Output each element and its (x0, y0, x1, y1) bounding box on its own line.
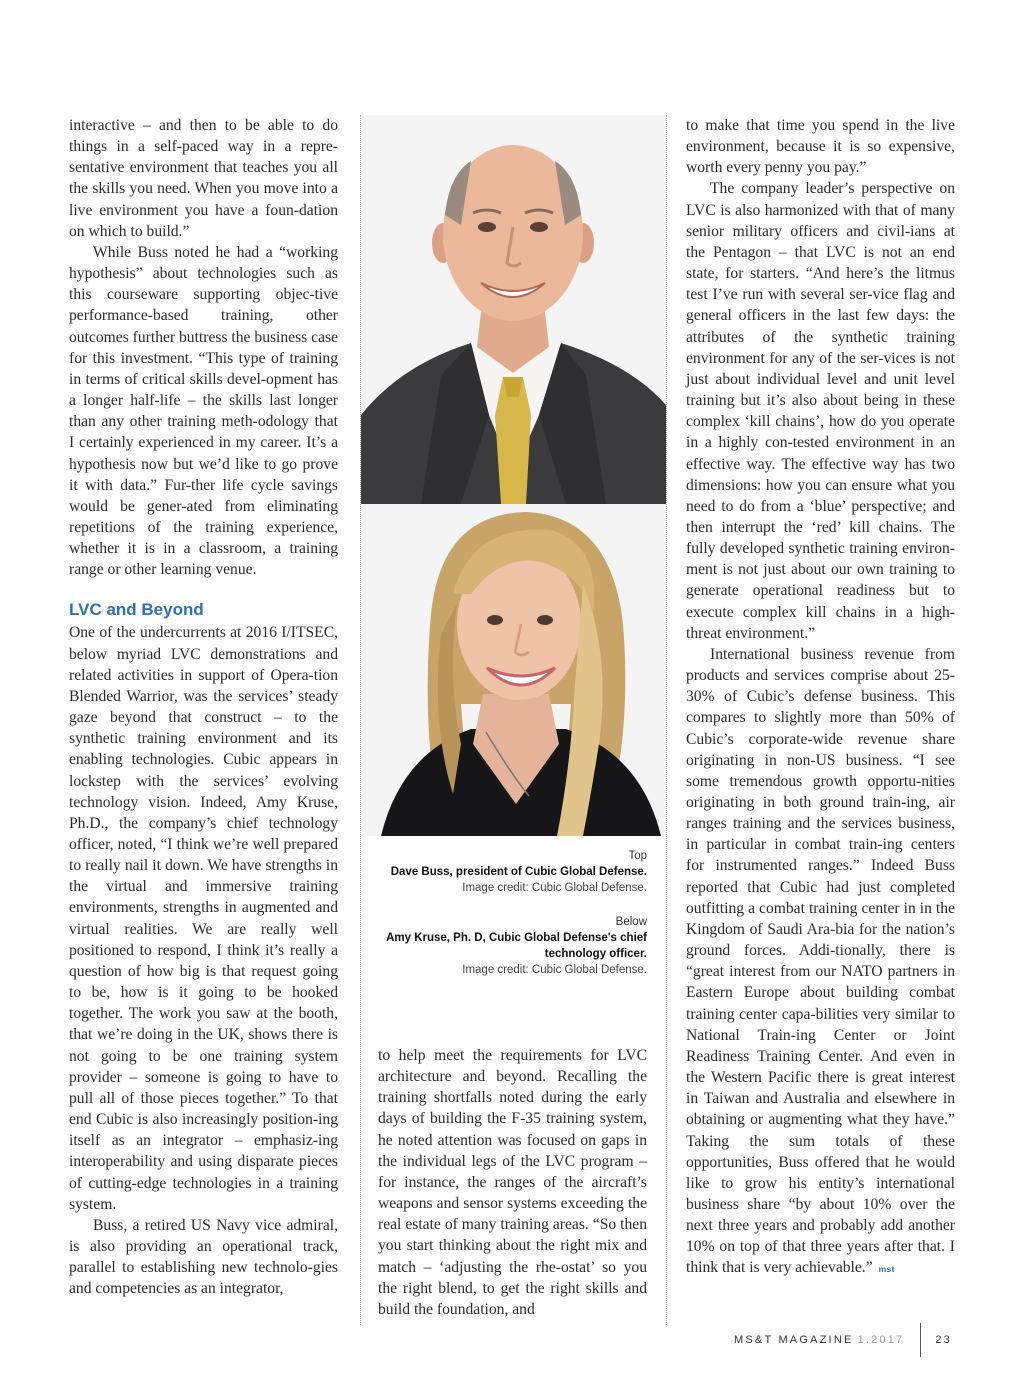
caption-credit-below: Image credit: Cubic Global Defense. (462, 964, 647, 976)
paragraph: The company leader’s perspective on LVC is also harmonized with that of many senior military officers and civil-ians at the Pentagon – that LVC is not an end state, for starters. “And here’s the litmus test I’ve run with several ser-vice flag and general officers in the last few days: the attributes of the synthetic training environment for any of the ser-vices is not just about individual level and unit level training but it’s also about being in these complex ‘kill chains’, how do you operate in a highly con-tested environment in an effective way. The effective way has two dimensions: how you can ensure what you need to do from a ‘blue’ perspective; and then interrupt the ‘red’ kill chains. The fully developed synthetic training environ-ment is not just about our own training to generate operational readiness but to execute complex kill chains in a high-threat environment.” (686, 180, 955, 642)
right-column (686, 115, 955, 1281)
photo-amy-kruse (361, 504, 666, 836)
magazine-name: MS&T MAGAZINE (734, 1334, 854, 1346)
paragraph (686, 644, 955, 1281)
issue-number: 1.2017 (857, 1334, 905, 1346)
photo-caption (378, 848, 647, 978)
middle-column (378, 1045, 647, 1320)
page-footer (734, 1323, 952, 1357)
caption-name-top: Dave Buss, president of Cubic Global Defense. (390, 866, 647, 878)
caption-position-top: Top (628, 850, 647, 862)
paragraph: Buss, a retired US Navy vice admiral, is also providing an operational track, parallel to establishing new technolo-gies and competencies as an integrator, (69, 1216, 338, 1298)
paragraph: interactive – and then to be able to do things in a self-paced way in a repre-sentative environment that teaches you all the skills you need. When you move into a live environment you have a foun-dation on which to build.” (69, 117, 338, 240)
caption-name-below: Amy Kruse, Ph. D, Cubic Global Defense's chief technology officer. (386, 932, 647, 960)
column-divider (666, 115, 667, 1325)
page-number: 23 (935, 1334, 952, 1346)
paragraph: to make that time you spend in the live environment, because it is so expensive, worth every penny you pay.” (686, 117, 955, 177)
paragraph: While Buss noted he had a “working hypothesis” about technologies such as this courseware supporting objec-tive performance-based training, other outcomes further buttress the business case for this investment. “This type of training in terms of critical skills devel-opment has a longer half-life – the skills last longer than any other training meth-odology that I certainly experienced in my career. It’s a hypothesis now but we’d like to go prove it with data.” Fur-ther life cycle savings would be gener-ated from eliminating repetitions of the training experience, whether it is in a classroom, a training range or other learning venue. (69, 243, 338, 579)
caption-position-below: Below (615, 916, 647, 928)
paragraph: to help meet the requirements for LVC architecture and beyond. Recalling the training shortfalls noted during the early days of building the F-35 training system, he noted attention was focused on gaps in the individual legs of the LVC program – for instance, the ranges of the aircraft’s weapons and sensor systems exceeding the real estate of many training areas. “So then you start thinking about the right mix and match – ‘adjusting the rhe-ostat’ so you the right blend, to get the right skills and build the foundation, and (378, 1047, 647, 1318)
photo-dave-buss (361, 115, 666, 504)
paragraph: One of the undercurrents at 2016 I/ITSEC, below myriad LVC demonstrations and related activities in support of Opera-tion Blended Warrior, was the services’ steady gaze beyond that construct – to the synthetic training environment and its enabling technologies. Cubic appears in lockstep with the services’ evolving technology vision. Indeed, Amy Kruse, Ph.D., the company’s chief technology officer, noted, “I think we’re well prepared to really nail it down. We have strengths in the virtual and immersive training environments, strengths in augmented and virtual realities. We are really well positioned to respond, I think it’s really a question of how big is that request going to be, how is it going to be hooked together. The work you saw at the booth, that we’re doing in the UK, shows there is not going to be one training system provider – someone is going to have to pull all of those pieces together.” To that end Cubic is also increasingly position-ing itself as an integrator – emphasiz-ing interoperability and using disparate pieces of cutting-edge technologies in a training system. (69, 624, 338, 1213)
footer-divider (920, 1323, 921, 1357)
end-mark-logo: mst (878, 1264, 895, 1275)
section-heading: LVC and Beyond (69, 600, 204, 620)
caption-credit-top: Image credit: Cubic Global Defense. (462, 882, 647, 894)
left-column (69, 115, 338, 1299)
paragraph-text: International business revenue from products and services comprise about 25-30% of Cubic’s defense business. This compares to slightly more than 50% of Cubic’s corporate-wide revenue share originating in non-US business. “I see some tremendous growth opportu-nities originating in both ground train-ing, air ranges training and the services business, in particular in combat train-ing centers for instrumented ranges.” Indeed Buss reported that Cubic had just completed outfitting a combat training center in in the Kingdom of Saudi Ara-bia for the nation’s ground forces. Addi-tionally, there is “great interest from our NATO partners in Eastern Europe about building combat training center capa-bilities very similar to National Train-ing Center or Joint Readiness Training Center. And even in the Western Pacific there is great interest in Taiwan and Australia and elsewhere in obtaining or augmenting what they have.” Taking the sum totals of these opportunities, Buss offered that he would like to grow his entity’s international business share “by about 10% over the next three years and probably add another 10% on top of that three years after that. I think that is very achievable.” (686, 645, 955, 1277)
